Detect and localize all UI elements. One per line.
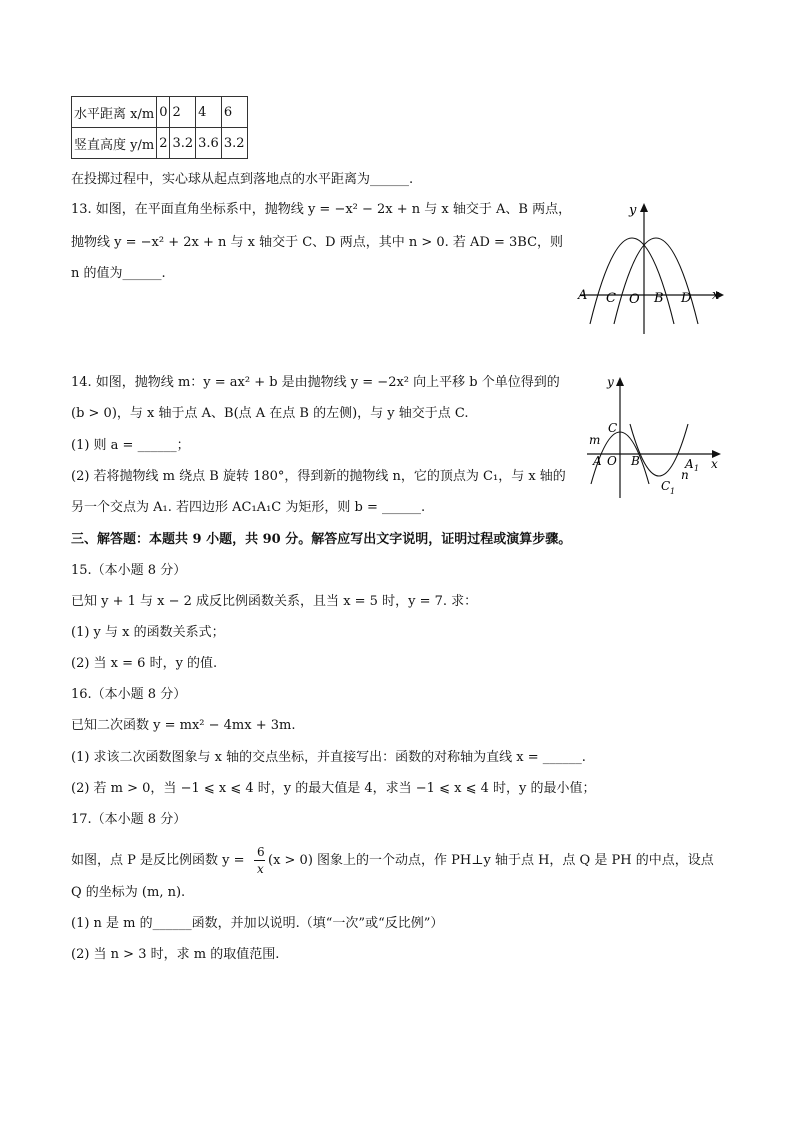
table-cell: 水平距离 x/m xyxy=(72,97,157,128)
question-14-line: (1) 则 a = ______； xyxy=(71,438,190,453)
fig-label: x xyxy=(712,288,720,303)
table-cell: 3.2 xyxy=(221,128,247,159)
table-cell: 3.6 xyxy=(196,128,222,159)
question-13-line: n 的值为______. xyxy=(71,266,166,281)
question-16-header: 16.（本小题 8 分） xyxy=(71,687,187,702)
fig-label: O xyxy=(629,292,640,307)
question-14-line: 另一个交点为 A₁. 若四边形 AC₁A₁C 为矩形，则 b = ______. xyxy=(71,500,426,515)
table-cell: 竖直高度 y/m xyxy=(72,128,157,159)
fig-label: B xyxy=(631,454,640,468)
data-table xyxy=(71,96,248,159)
question-14-line: 14. 如图，抛物线 m：y = ax² + b 是由抛物线 y = −2x² 向上平移 b 个单位得到的 xyxy=(71,375,560,390)
fraction-denominator: x xyxy=(257,862,264,876)
table-cell: 2 xyxy=(157,128,170,159)
fraction-numerator: 6 xyxy=(257,845,265,859)
question-17-line: Q 的坐标为 (m, n). xyxy=(71,885,186,900)
fig-label: A xyxy=(685,457,694,471)
table-cell: 6 xyxy=(221,97,247,128)
question-13-line: 13. 如图，在平面直角坐标系中，抛物线 y = −x² − 2x + n 与 x 轴交于 A、B 两点， xyxy=(71,202,572,217)
fig-label: y xyxy=(629,203,637,218)
figure-14-parabolas xyxy=(585,372,725,502)
question-17-line: (x > 0) 图象上的一个动点，作 PH⊥y 轴于点 H，点 Q 是 PH 的中点，设点 xyxy=(268,853,714,868)
question-17-line: (1) n 是 m 的______函数，并加以说明.（填“一次”或“反比例”） xyxy=(71,916,444,931)
question-15-line: (2) 当 x = 6 时，y 的值. xyxy=(71,656,218,671)
text-line: 在投掷过程中，实心球从起点到落地点的水平距离为______. xyxy=(71,172,414,187)
fig-label: C xyxy=(608,421,618,435)
fig-label: x xyxy=(711,457,718,471)
table-row xyxy=(72,97,248,128)
fig-label: C xyxy=(661,479,671,493)
fig-label: B xyxy=(654,291,664,306)
question-16-line: 已知二次函数 y = mx² − 4mx + 3m. xyxy=(71,718,296,733)
fig-label: D xyxy=(681,291,692,306)
question-14-line: (2) 若将抛物线 m 绕点 B 旋转 180°，得到新的抛物线 n，它的顶点为 C₁，与 x 轴的 xyxy=(71,469,566,484)
question-15-line: (1) y 与 x 的函数关系式； xyxy=(71,625,225,640)
fig-label: A xyxy=(578,288,588,303)
fig-label: 1 xyxy=(670,487,676,496)
question-16-line: (1) 求该二次函数图象与 x 轴的交点坐标，并直接写出：函数的对称轴为直线 x = ______. xyxy=(71,750,586,765)
question-15-line: 已知 y + 1 与 x − 2 成反比例函数关系，且当 x = 5 时，y = 7. 求： xyxy=(71,594,478,609)
question-17-line: 如图，点 P 是反比例函数 y = xyxy=(71,853,245,868)
fig-label: m xyxy=(589,433,601,447)
fig-label: C xyxy=(606,291,616,306)
fig-label: n xyxy=(681,468,689,482)
question-13-line: 抛物线 y = −x² + 2x + n 与 x 轴交于 C、D 两点，其中 n > 0. 若 AD = 3BC，则 xyxy=(71,235,564,250)
question-14-line: (b > 0)，与 x 轴于点 A、B(点 A 在点 B 的左侧)，与 y 轴交于点 C. xyxy=(71,406,469,421)
question-17-line: (2) 当 n > 3 时，求 m 的取值范围. xyxy=(71,947,280,962)
question-17-header: 17.（本小题 8 分） xyxy=(71,812,187,827)
fig-label: A xyxy=(593,454,602,468)
table-cell: 2 xyxy=(170,97,196,128)
fig-label: O xyxy=(607,454,617,468)
table-cell: 0 xyxy=(157,97,170,128)
table-cell: 4 xyxy=(196,97,222,128)
section-heading: 三、解答题：本题共 9 小题，共 90 分。解答应写出文字说明，证明过程或演算步骤。 xyxy=(71,532,572,547)
table-row xyxy=(72,128,248,159)
question-16-line: (2) 若 m > 0，当 −1 ⩽ x ⩽ 4 时，y 的最大值是 4，求当 −1 ⩽ x ⩽ 4 时，y 的最小值； xyxy=(71,781,596,796)
figure-13-parabolas xyxy=(576,198,726,338)
question-15-header: 15.（本小题 8 分） xyxy=(71,563,187,578)
table-cell: 3.2 xyxy=(170,128,196,159)
fig-label: y xyxy=(607,375,614,389)
fig-label: 1 xyxy=(694,464,700,473)
